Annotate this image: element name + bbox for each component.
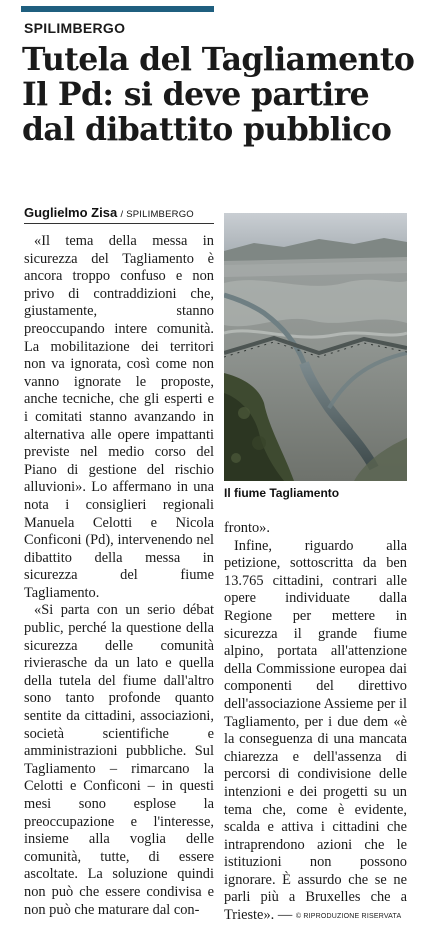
article-body-left — [24, 233, 214, 919]
headline-line-3: dal dibattito pubblico — [22, 111, 392, 148]
article-body-right — [224, 520, 407, 926]
headline-line-2: Il Pd: si deve partire — [22, 76, 370, 113]
photo-caption: Il fiume Tagliamento — [224, 486, 340, 500]
body-paragraph-text: Infine, riguardo alla petizione, sottoscritta da ben 13.765 cittadini, contrari alle opere individuate dalla Regione per mettere in sicurezza il grande fiume alpino, portata all'attenzione della Commissione europea dai componenti del direttivo dell'associazione Assieme per il Tagliamento, per i due dem «è la conseguenza di una mancata chiarezza e dell'assenza di percorsi di condivisione delle intenzioni e dei progetti su un tema che, come è evidente, scalda e attiva i cittadini che intraprendono azioni che le istituzioni non possono ignorare. È assurdo che se ne parli più a Bruxelles che a Trieste». — — [224, 537, 407, 924]
body-paragraph: «Si parta con un serio débat public, perché la questione della sicurezza delle comunità rivierasche da un lato e quella della tutela del fiume dall'altro sono tanto profonde quanto sentite da cittadini, associazioni, società scientifiche e amministrazioni pubbliche. Sul Tagliamento – rimarcano la Celotti e Conficoni – in questi mesi sono esplose la preoccupazione e l'interesse, insieme alla voglia delle comunità, tutte, di essere ascoltate. La soluzione quindi non può che essere condivisa e non può che maturare dal con- — [24, 602, 214, 918]
headline — [22, 42, 422, 147]
body-paragraph: «Il tema della messa in sicurezza del Tagliamento è ancora troppo confuso e non privo di contraddizioni che, giustamente, stanno preoccupando intere comunità. La mobilitazione dei territori non va ignorata, così come non vanno ignorate le proposte, anche tecniche, che gli esperti e i comitati stanno avanzando in alternativa alle opere impattanti previste nel medio corso del Piano di gestione del rischio alluvioni». Lo affermano in una nota i consiglieri regionali Manuela Celotti e Nicola Conficoni (Pd), intervenendo nel dibattito della messa in sicurezza del fiume Tagliamento. — [24, 233, 214, 601]
section-kicker: SPILIMBERGO — [24, 20, 126, 36]
river-photo — [224, 213, 407, 481]
rights-notice: © RIPRODUZIONE RISERVATA — [295, 913, 402, 921]
headline-line-1: Tutela del Tagliamento — [22, 41, 415, 78]
byline — [24, 205, 214, 224]
byline-place: / SPILIMBERGO — [120, 209, 194, 220]
author-name: Guglielmo Zisa — [24, 205, 118, 220]
body-paragraph: fronto». — [224, 520, 270, 536]
top-accent-rule — [21, 6, 214, 12]
body-paragraph — [224, 538, 407, 926]
